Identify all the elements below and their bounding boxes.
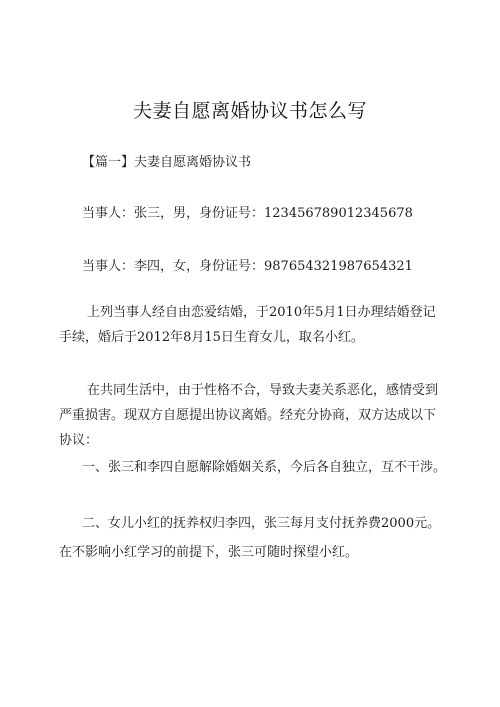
party-two-line: 当事人：李四，女，身份证号：987654321987654321 [82, 259, 413, 274]
section-heading: 【篇一】夫妻自愿离婚协议书 [82, 155, 252, 170]
clause-two: 二、女儿小红的抚养权归李四，张三每月支付抚养费2000元。 [82, 516, 441, 531]
party-one-line: 当事人：张三，男，身份证号：123456789012345678 [82, 206, 413, 221]
clause-two-continued: 在不影响小红学习的前提下，张三可随时探望小红。 [59, 545, 359, 560]
clause-one: 一、张三和李四自愿解除婚姻关系，今后各自独立，互不干涉。 [82, 460, 447, 475]
document-title: 夫妻自愿离婚协议书怎么写 [132, 100, 367, 122]
marriage-paragraph: 上列当事人经自由恋爱结婚，于2010年5月1日办理结婚登记手续，婚后于2012年8月15日生育女儿，取名小红。 [59, 305, 436, 345]
reason-paragraph: 在共同生活中，由于性格不合，导致夫妻关系恶化，感情受到严重损害。现双方自愿提出协议离婚。经充分协商，双方达成以下协议： [59, 383, 439, 448]
